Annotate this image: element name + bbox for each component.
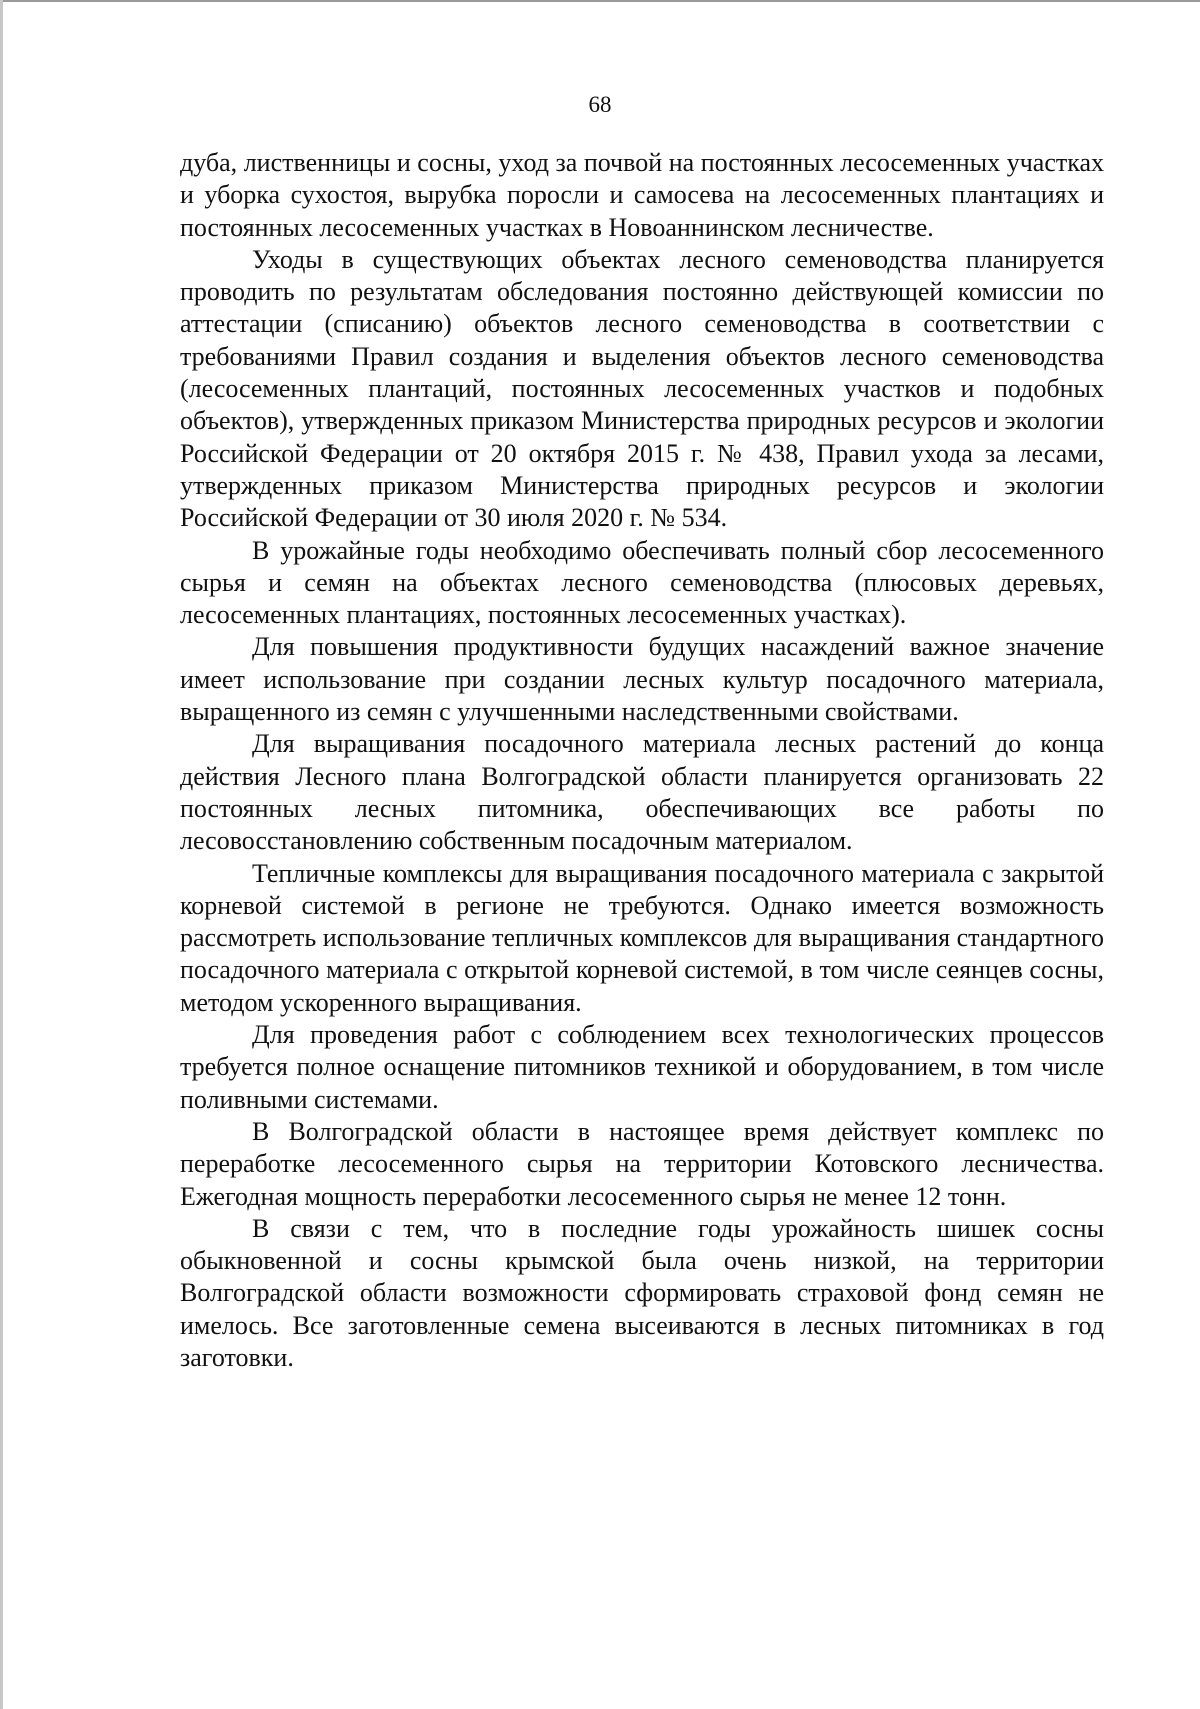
scan-border-top <box>0 0 1200 2</box>
paragraph-processing-complex: В Волгоградской области в настоящее время действует комплекс по переработке лесосеменного сырья на территории Котовского лесничества. Ежегодная мощность переработки лесосеменного сырья не менее 12 тонн. <box>180 1116 1104 1211</box>
paragraph-insurance-fund: В связи с тем, что в последние годы урожайность шишек сосны обыкновенной и сосны крымской была очень низкой, на территории Волгоградской области возможности сформировать страховой фонд семян не имелось. Все заготовленные семена высеиваются в лесных питомниках в год заготовки. <box>180 1213 1104 1372</box>
scan-border-left <box>0 0 3 1709</box>
document-body <box>180 147 1104 1374</box>
paragraph-nurseries: Для выращивания посадочного материала лесных растений до конца действия Лесного плана Волгоградской области планируется организовать 22 постоянных лесных питомника, обеспечивающих все работы по лесовосстановлению собственным посадочным материалом. <box>180 729 1104 856</box>
paragraph-continuation: дуба, лиственницы и сосны, уход за почвой на постоянных лесосеменных участках и уборка сухостоя, вырубка поросли и самосева на лесосеменных плантациях и постоянных лесосеменных участках в Новоаннинском лесничестве. <box>180 148 1104 242</box>
paragraph-equipment: Для проведения работ с соблюдением всех технологических процессов требуется полное оснащение питомников техникой и оборудованием, в том числе поливными системами. <box>180 1020 1104 1114</box>
page-number: 68 <box>588 92 612 117</box>
paragraph-seed-care: Уходы в существующих объектах лесного семеноводства планируется проводить по результатам обследования постоянно действующей комиссии по аттестации (списанию) объектов лесного семеноводства в соответствии с требованиями Правил создания и выделения объектов лесного семеноводства (лесосеменных плантаций, постоянных лесосеменных участков и подобных объектов), утвержденных приказом Министерства природных ресурсов и экологии Российской Федерации от 20 октября 2015 г. № 438, Правил ухода за лесами, утвержденных приказом Министерства природных ресурсов и экологии Российской Федерации от 30 июля 2020 г. № 534. <box>180 244 1104 533</box>
paragraph-productivity: Для повышения продуктивности будущих насаждений важное значение имеет использование при создании лесных культур посадочного материала, выращенного из семян с улучшенными наследственными свойствами. <box>180 632 1104 727</box>
paragraph-harvest-years: В урожайные годы необходимо обеспечивать полный сбор лесосеменного сырья и семян на объектах лесного семеноводства (плюсовых деревьях, лесосеменных плантациях, постоянных лесосеменных участках). <box>180 535 1104 630</box>
paragraph-greenhouses: Тепличные комплексы для выращивания посадочного материала с закрытой корневой системой в регионе не требуются. Однако имеется возможность рассмотреть использование тепличных комплексов для выращивания стандартного посадочного материала с открытой корневой системой, в том числе сеянцев сосны, методом ускоренного выращивания. <box>180 858 1104 1017</box>
